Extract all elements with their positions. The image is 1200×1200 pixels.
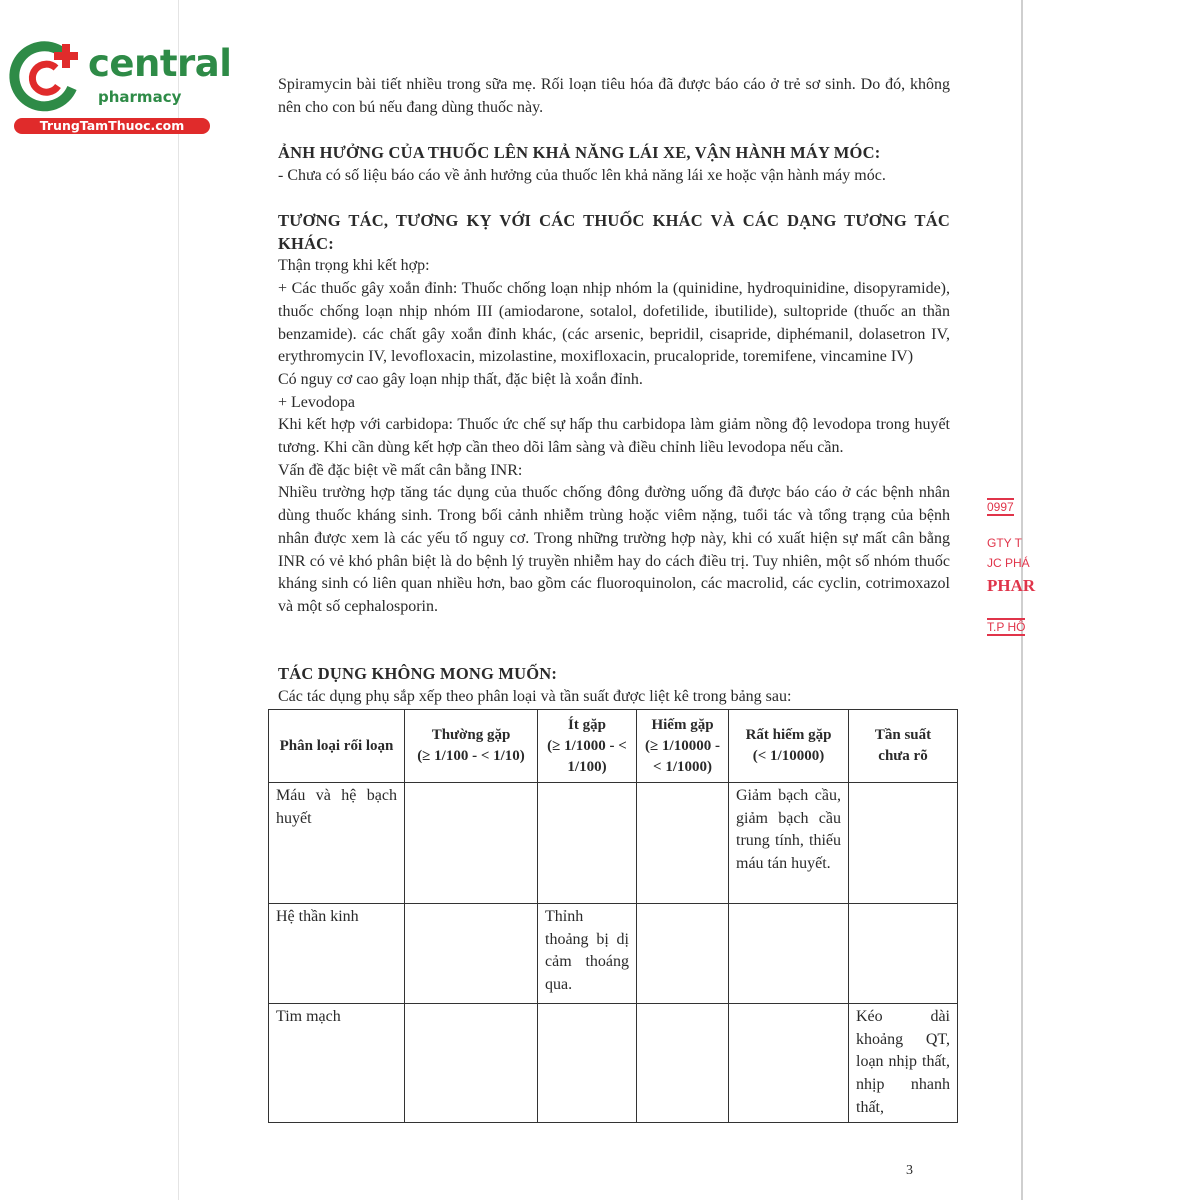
- section-heading: TÁC DỤNG KHÔNG MONG MUỐN:: [278, 664, 558, 683]
- header-cell: Ít gặp (≥ 1/1000 - < 1/100): [538, 710, 637, 783]
- section-heading: ẢNH HƯỞNG CỦA THUỐC LÊN KHẢ NĂNG LÁI XE, VẬN HÀNH MÁY MÓC:: [278, 143, 881, 162]
- section-heading: TƯƠNG TÁC, TƯƠNG KỴ VỚI CÁC THUỐC KHÁC VÀ CÁC DẠNG TƯƠNG TÁC KHÁC:: [278, 211, 950, 253]
- header-cell: Thường gặp (≥ 1/100 - < 1/10): [405, 710, 538, 783]
- table-header-row: [269, 710, 958, 783]
- table-row: Hệ thần kinh Thỉnh thoảng bị dị cảm thoáng qua.: [269, 904, 958, 1004]
- header-cell: Hiếm gặp (≥ 1/10000 - < 1/1000): [637, 710, 729, 783]
- website-url: TrungTamThuoc.com: [14, 118, 210, 134]
- company-stamp: 0997 GTY T JC PHÁ PHAR T.P HÔ: [987, 500, 1036, 634]
- adverse-effects-table: [268, 709, 958, 1123]
- table-row: Máu và hệ bạch huyết Giảm bạch cầu, giảm bạch cầu trung tính, thiếu máu tán huyết.: [269, 783, 958, 904]
- interactions-section: TƯƠNG TÁC, TƯƠNG KỴ VỚI CÁC THUỐC KHÁC VÀ CÁC DẠNG TƯƠNG TÁC KHÁC: Thận trọng khi kết hợp: + Các thuốc gây xoắn đỉnh: Thuốc chống loạn nhịp nhóm la (quinidine, hydroquinidine, disopyramide), thuốc chống loạn nhịp nhóm III (amiodarone, sotalol, dofetilide, ibutilide), sultopride (thuốc an thần benzamide). các chất gây xoắn đỉnh khác, (các arsenic, bepridil, cisapride, diphémanil, dolasetron IV, erythromycin IV, levofloxacin, mizolastine, moxifloxacin, prucalopride, toremifene, vincamine IV) Có nguy cơ cao gây loạn nhịp thất, đặc biệt là xoắn đỉnh. + Levodopa Khi kết hợp với carbidopa: Thuốc ức chế sự hấp thu carbidopa làm giảm nồng độ levodopa trong huyết tương. Khi cần dùng kết hợp cần theo dõi lâm sàng và điều chỉnh liều levodopa nếu cần. Vấn đề đặc biệt về mất cân bằng INR: Nhiều trường hợp tăng tác dụng của thuốc chống đông đường uống đã được báo cáo ở các bệnh nhân dùng thuốc kháng sinh. Trong bối cảnh nhiễm trùng hoặc viêm nặng, tuổi tác và tổng trạng của bệnh nhân được xem là các yếu tố nguy cơ. Trong những trường hợp này, khi có xuất hiện sự mất cân bằng INR có vẻ khó phân biệt là do bệnh lý truyền nhiễm hay do cách điều trị. Tuy nhiên, một số nhóm thuốc kháng sinh có liên quan nhiều hơn, bao gồm các fluoroquinolon, các macrolid, các cyclin, cotrimoxazol và một số cephalosporin.: [278, 211, 950, 615]
- pharmacy-cross-icon: [10, 38, 90, 113]
- header-cell: Tần suất chưa rõ: [849, 710, 958, 783]
- table-row: Tim mạch Kéo dài khoảng QT, loạn nhịp thất, nhịp nhanh thất,: [269, 1004, 958, 1123]
- header-cell: Phân loại rối loạn: [269, 710, 405, 783]
- breastfeeding-paragraph: Spiramycin bài tiết nhiều trong sữa mẹ. Rối loạn tiêu hóa đã được báo cáo ở trẻ sơ sinh. Do đó, không nên cho con bú nếu đang dùng thuốc này.: [278, 76, 950, 116]
- page-number: 3: [906, 1163, 913, 1178]
- adverse-effects-section: TÁC DỤNG KHÔNG MONG MUỐN: Các tác dụng phụ sắp xếp theo phân loại và tần suất được liệt kê trong bảng sau:: [278, 663, 950, 708]
- header-cell: Rất hiếm gặp (< 1/10000): [729, 710, 849, 783]
- central-pharmacy-logo: central pharmacy TrungTamThuoc.com: [10, 38, 215, 136]
- driving-section: ẢNH HƯỞNG CỦA THUỐC LÊN KHẢ NĂNG LÁI XE, VẬN HÀNH MÁY MÓC: - Chưa có số liệu báo cáo về ảnh hưởng của thuốc lên khả năng lái xe hoặc vận hành máy móc.: [278, 142, 950, 187]
